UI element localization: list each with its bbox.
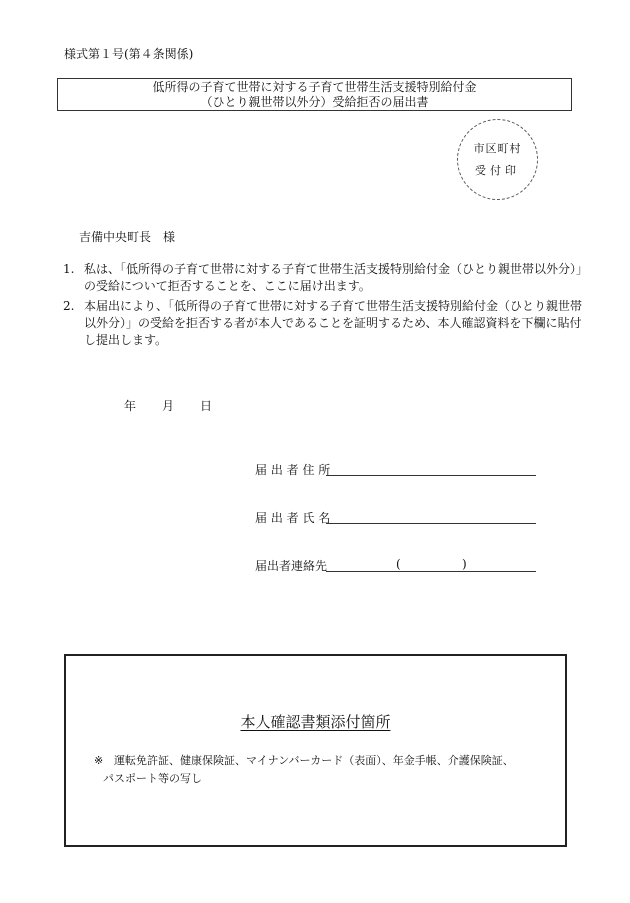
note-mark: ※	[94, 754, 104, 767]
note-line-2: パスポート等の写し	[103, 772, 202, 785]
applicant-address-line[interactable]	[326, 475, 536, 476]
document-title	[57, 78, 572, 111]
addressee: 吉備中央町長 様	[79, 230, 176, 244]
clause-1-number: 1.	[63, 262, 75, 276]
stamp-line-1: 市区町村	[473, 142, 522, 155]
attachment-title	[66, 711, 565, 732]
date-day-label: 日	[200, 399, 213, 413]
clause-1	[63, 261, 584, 297]
form-number: 様式第１号(第４条関係)	[64, 47, 194, 61]
applicant-name-line[interactable]	[326, 523, 536, 524]
contact-paren-open: (	[396, 557, 401, 571]
title-line-1: 低所得の子育て世帯に対する子育て世帯生活支援特別給付金	[152, 80, 477, 94]
id-document-attachment-area	[64, 654, 567, 847]
note-line-1: 運転免許証、健康保険証、マイナンバーカード（表面）、年金手帳、介護保険証、	[114, 754, 514, 767]
date-year-label: 年	[124, 399, 137, 413]
applicant-address-label: 届 出 者 住 所	[255, 463, 331, 477]
stamp-line-2: 受付印	[475, 164, 520, 177]
title-line-2: （ひとり親世帯以外分）受給拒否の届出書	[200, 95, 429, 109]
contact-paren-close: )	[462, 557, 467, 571]
clause-1-text: 私は、「低所得の子育て世帯に対する子育て世帯生活支援特別給付金（ひとり親世帯以外分）」の受給について拒否することを、ここに届け出ます。	[84, 262, 583, 293]
clause-2	[63, 298, 584, 350]
applicant-contact-line[interactable]	[326, 571, 536, 572]
date-month-label: 月	[162, 399, 175, 413]
reception-stamp-area	[457, 119, 538, 200]
applicant-name-label: 届 出 者 氏 名	[255, 511, 331, 525]
clause-2-text: 本届出により、「低所得の子育て世帯に対する子育て世帯生活支援特別給付金（ひとり親世帯以外分）」の受給を拒否する者が本人であることを証明するため、本人確認資料を下欄に貼付し提出します。	[84, 299, 583, 347]
attachment-title-text: 本人確認書類添付箇所	[240, 713, 391, 731]
clause-2-number: 2.	[63, 299, 75, 313]
applicant-contact-label: 届出者連絡先	[255, 559, 328, 573]
